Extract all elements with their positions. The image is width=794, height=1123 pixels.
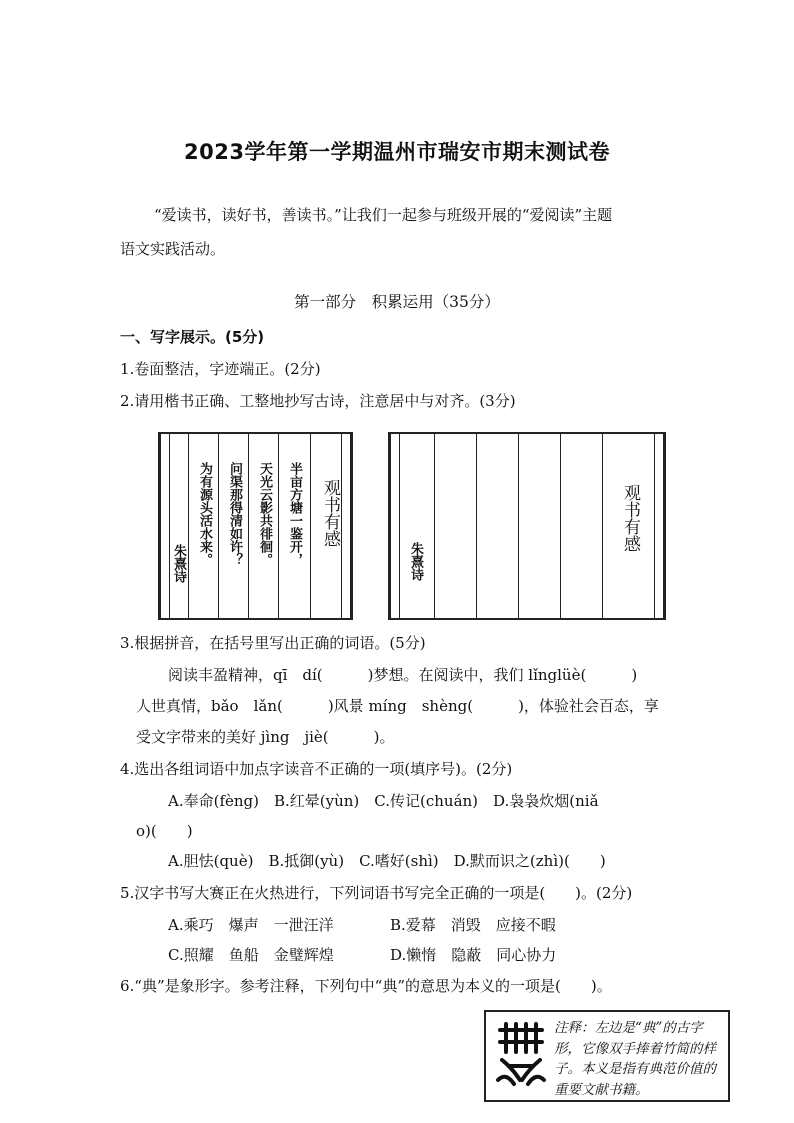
poem-author: 朱熹诗: [408, 542, 423, 581]
q5-option-c: C.照耀 鱼船 金璧辉煌: [168, 946, 334, 964]
ancient-dian-glyph-icon: [492, 1020, 550, 1094]
section-title: 第一部分 积累运用（35分）: [294, 293, 500, 311]
q3-line-2: 人世真情，bǎo lǎn( )风景 míng shèng( )，体验社会百态，享: [136, 697, 659, 715]
q5-option-a: A.乘巧 爆声 一泄汪洋: [168, 916, 334, 934]
q4-line-2: o)( ): [136, 822, 193, 840]
intro-line-1: “爱读书，读好书，善读书。”让我们一起参与班级开展的“爱阅读”主题: [154, 206, 613, 224]
part1-heading: 一、写字展示。(5分): [120, 328, 265, 346]
q2-text: 2.请用楷书正确、工整地抄写古诗，注意居中与对齐。(3分): [120, 392, 516, 410]
q5-stem: 5.汉字书写大赛正在火热进行，下列词语书写完全正确的一项是( )。(2分): [120, 884, 633, 902]
q6-stem: 6.“典”是象形字。参考注释，下列句中“典”的意思为本义的一项是( )。: [120, 977, 612, 995]
poem-sample-scroll: [158, 432, 353, 620]
poem-copy-scroll[interactable]: [388, 432, 666, 620]
q5-option-d: D.懒惰 隐蔽 同心协力: [390, 946, 557, 964]
poem-line-2: 天光云影共徘徊。: [257, 462, 272, 566]
q4-line-1: A.奉命(fèng) B.红晕(yùn) C.传记(chuán) D.袅袅炊烟(niǎ: [168, 792, 599, 810]
q5-option-b: B.爱幕 消毁 应接不暇: [390, 916, 556, 934]
poem-line-1: 半亩方塘一鉴开，: [287, 462, 302, 566]
q3-stem: 3.根据拼音，在括号里写出正确的词语。(5分): [120, 634, 426, 652]
poem-line-4: 为有源头活水来。: [197, 462, 212, 566]
q3-line-1: 阅读丰盈精神，qī dí( )梦想。在阅读中，我们 lǐnglüè( ): [168, 666, 638, 684]
scroll-rod-right: [654, 434, 664, 618]
poem-author: 朱熹诗: [171, 544, 186, 583]
page-title: 2023学年第一学期温州市瑞安市期末测试卷: [184, 140, 610, 164]
scroll-rod-left: [390, 434, 400, 618]
poem-title: 观书有感: [620, 484, 640, 552]
intro-line-2: 语文实践活动。: [120, 240, 226, 258]
q4-line-3: A.胆怯(què) B.抵御(yù) C.嗜好(shì) D.默而识之(zhì)( ): [168, 852, 606, 870]
q3-line-3: 受文字带来的美好 jìng jiè( )。: [136, 728, 395, 746]
poem-line-3: 问渠那得清如许？: [227, 462, 242, 566]
q4-stem: 4.选出各组词语中加点字读音不正确的一项(填序号)。(2分): [120, 760, 513, 778]
annotation-box: [484, 1010, 730, 1102]
annotation-text: 注释：左边是“典”的古字形，它像双手捧着竹简的样子。本义是指有典范价值的重要文献书籍。: [554, 1020, 716, 1098]
q1-text: 1.卷面整洁，字迹端正。(2分): [120, 360, 321, 378]
poem-title: 观书有感: [320, 479, 340, 547]
scroll-rod-left: [160, 434, 170, 618]
